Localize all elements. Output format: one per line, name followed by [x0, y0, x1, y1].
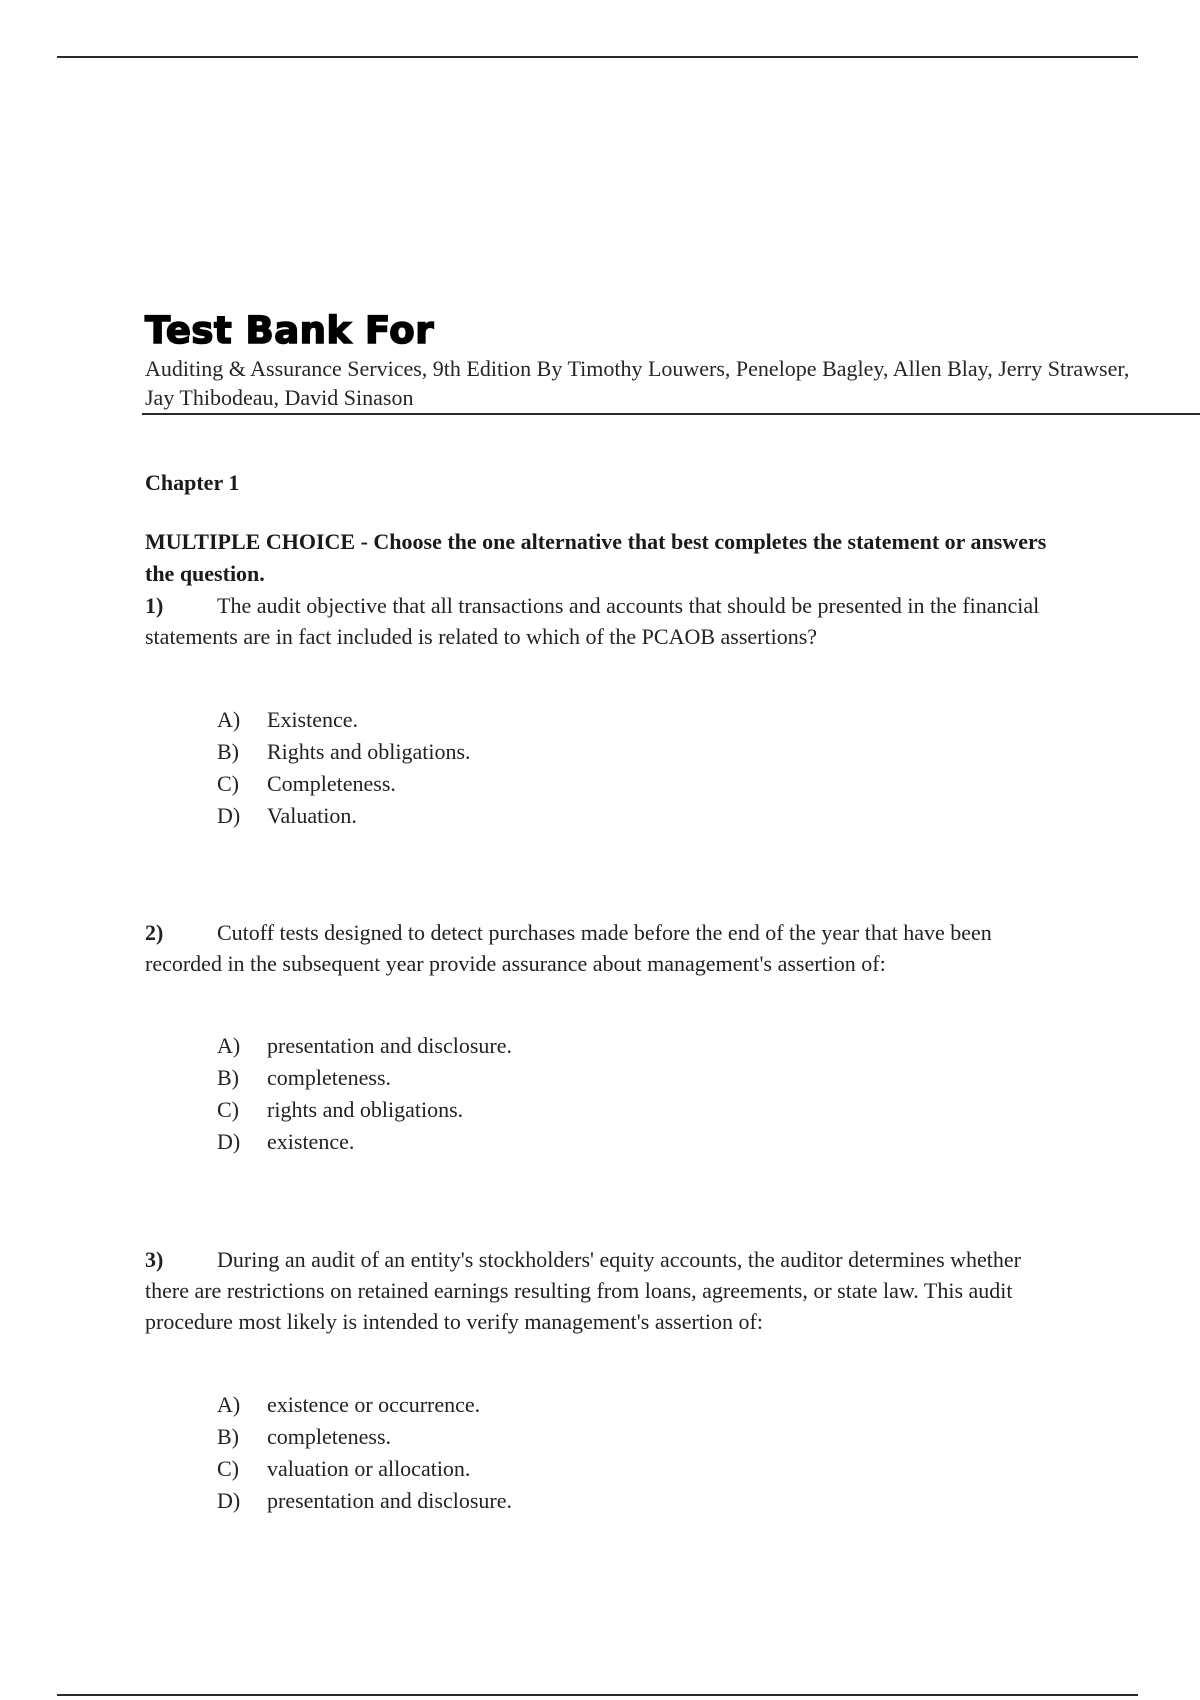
answer-options [217, 1389, 512, 1517]
answer-option [217, 800, 471, 832]
answer-option [217, 1062, 512, 1094]
top-divider [57, 56, 1138, 58]
option-text: existence. [267, 1129, 355, 1154]
bottom-divider [57, 1694, 1138, 1696]
answer-option [217, 1453, 512, 1485]
answer-option [217, 736, 471, 768]
option-letter: A) [217, 1392, 241, 1417]
answer-option [217, 1030, 512, 1062]
answer-options [217, 704, 471, 832]
answer-option [217, 1421, 512, 1453]
section-heading: MULTIPLE CHOICE - Choose the one alternative that best completes the statement or answers the question. [145, 529, 1047, 586]
option-letter: D) [217, 1488, 241, 1513]
option-text: Valuation. [267, 803, 357, 828]
option-letter: A) [217, 1033, 241, 1058]
option-text: presentation and disclosure. [267, 1033, 512, 1058]
answer-option [217, 768, 471, 800]
option-text: completeness. [267, 1424, 392, 1449]
question-number: 2) [145, 920, 164, 945]
option-letter: C) [217, 1097, 239, 1122]
option-letter: B) [217, 1424, 239, 1449]
question-stem [145, 1244, 1045, 1337]
option-letter: A) [217, 707, 241, 732]
question-text: During an audit of an entity's stockholders' equity accounts, the auditor determines whether there are restrictions on retained earnings resulting from loans, agreements, or state law. This audit procedure most likely is intended to verify management's assertion of: [145, 1247, 1021, 1334]
option-letter: D) [217, 803, 241, 828]
answer-option [217, 1094, 512, 1126]
option-letter: B) [217, 1065, 239, 1090]
question-2 [145, 917, 1045, 1154]
option-letter: D) [217, 1129, 241, 1154]
question-number: 1) [145, 593, 164, 618]
question-number: 3) [145, 1247, 164, 1272]
answer-options [217, 1030, 512, 1158]
answer-option [217, 1126, 512, 1158]
option-text: Completeness. [267, 771, 396, 796]
answer-option [217, 704, 471, 736]
option-text: valuation or allocation. [267, 1456, 471, 1481]
title-divider [142, 413, 1200, 415]
question-3 [145, 1244, 1045, 1513]
document-subtitle: Auditing & Assurance Services, 9th Edition By Timothy Louwers, Penelope Bagley, Allen Blay, Jerry Strawser, Jay Thibodeau, David Sinason [145, 356, 1130, 410]
option-text: existence or occurrence. [267, 1392, 481, 1417]
chapter-heading: Chapter 1 [145, 470, 240, 495]
option-text: Rights and obligations. [267, 739, 471, 764]
option-text: Existence. [267, 707, 359, 732]
question-text: Cutoff tests designed to detect purchases made before the end of the year that have been recorded in the subsequent year provide assurance about management's assertion of: [145, 920, 992, 976]
question-text: The audit objective that all transactions and accounts that should be presented in the financial statements are in fact included is related to which of the PCAOB assertions? [145, 593, 1040, 649]
option-text: presentation and disclosure. [267, 1488, 512, 1513]
option-letter: C) [217, 771, 239, 796]
option-letter: C) [217, 1456, 239, 1481]
question-stem [145, 917, 1045, 979]
option-text: rights and obligations. [267, 1097, 464, 1122]
option-text: completeness. [267, 1065, 392, 1090]
question-1 [145, 590, 1045, 828]
document-title: Test Bank For [145, 309, 434, 352]
answer-option [217, 1389, 512, 1421]
answer-option [217, 1485, 512, 1517]
option-letter: B) [217, 739, 239, 764]
question-stem [145, 590, 1045, 652]
